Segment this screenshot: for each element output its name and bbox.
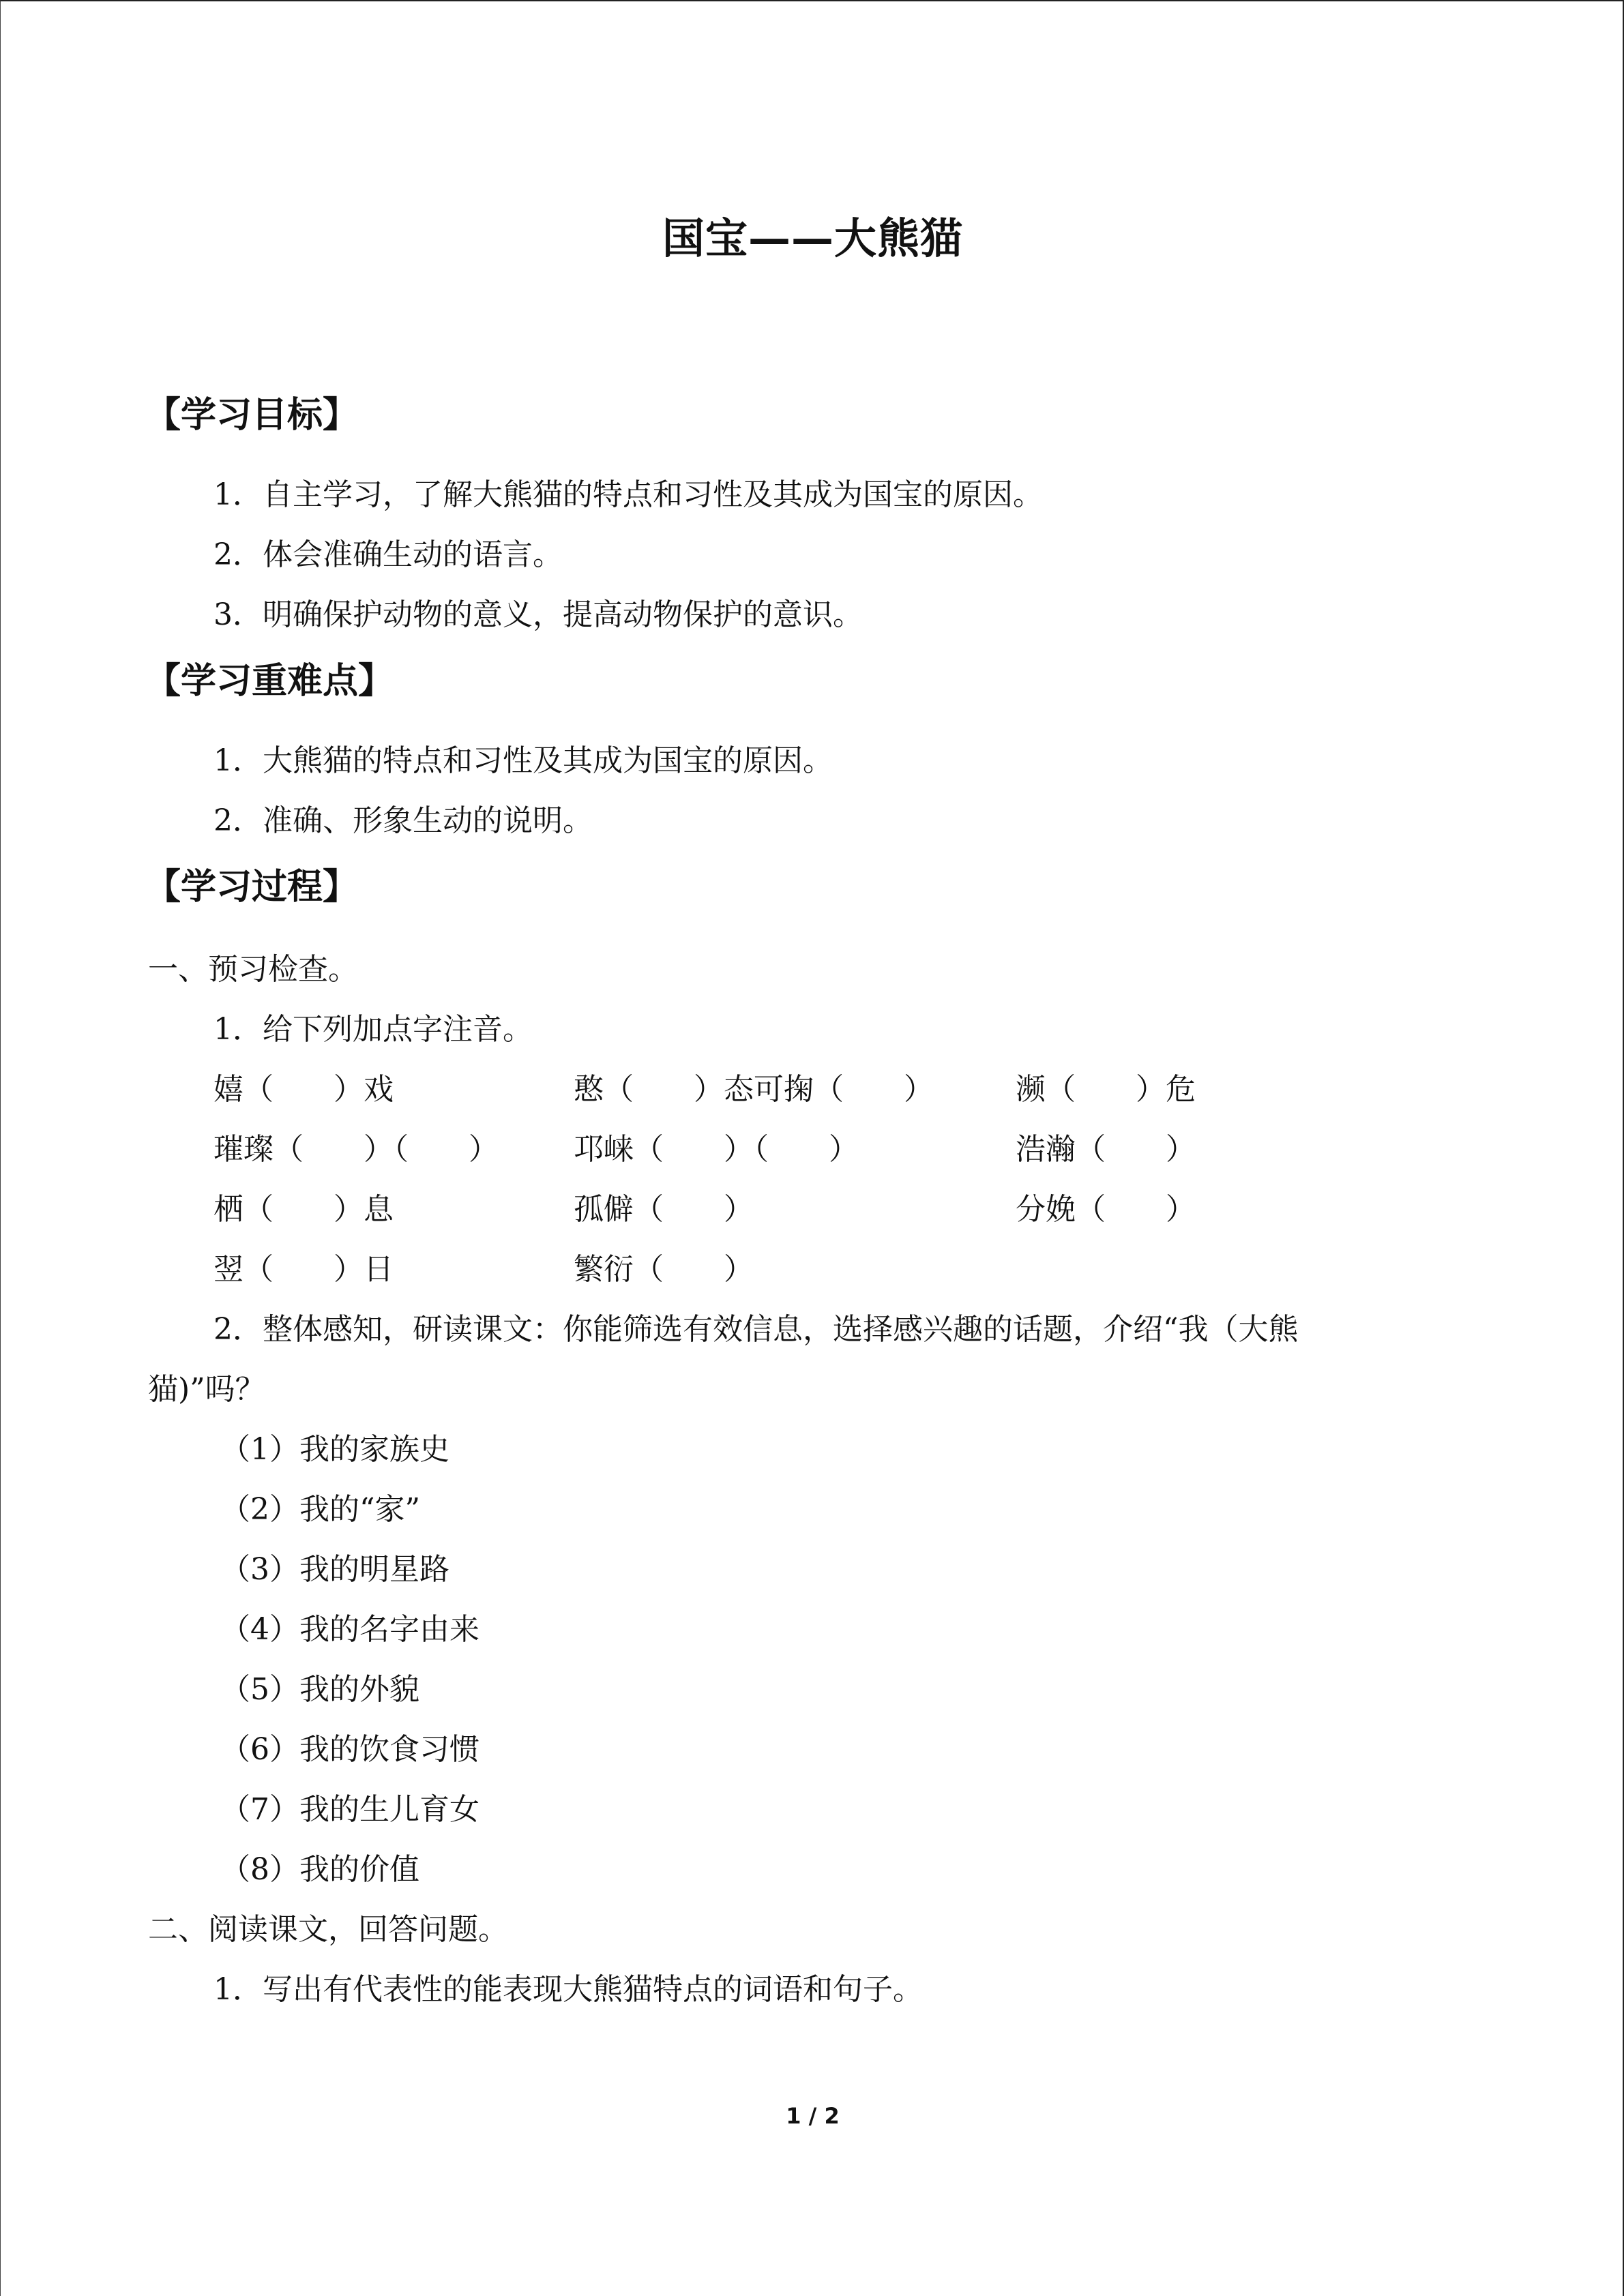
part2-question-1: 1．写出有代表性的能表现大熊猫特点的词语和句子。 (213, 1972, 923, 2007)
page-number: 1 / 2 (786, 2103, 840, 2129)
pinyin-item: 分娩（ ） (1016, 1192, 1196, 1227)
pinyin-item: 邛崃（ ）（ ） (574, 1132, 859, 1167)
goal-item-1: 1．自主学习，了解大熊猫的特点和习性及其成为国宝的原因。 (213, 477, 1043, 512)
pinyin-item: 璀璨（ ）（ ） (213, 1132, 499, 1167)
topic-item: （5）我的外貌 (220, 1672, 419, 1707)
pinyin-item: 栖（ ）息 (213, 1192, 394, 1227)
goal-item-3: 3．明确保护动物的意义，提高动物保护的意识。 (213, 597, 863, 632)
pinyin-item: 憨（ ）态可掬（ ） (574, 1072, 934, 1107)
topic-item: （8）我的价值 (220, 1852, 419, 1887)
document-title: 国宝——大熊猫 (662, 213, 963, 263)
part1-question-2-line-1: 2．整体感知，研读课文：你能筛选有效信息，选择感兴趣的话题，介绍“我（大熊 (213, 1312, 1299, 1347)
topic-item: （7）我的生儿育女 (220, 1792, 479, 1827)
key-point-item-1: 1．大熊猫的特点和习性及其成为国宝的原因。 (213, 743, 833, 778)
section-heading-process: 【学习过程】 (145, 867, 359, 908)
section-heading-key-points: 【学习重难点】 (145, 661, 394, 702)
pinyin-item: 翌（ ）日 (213, 1252, 394, 1287)
topic-item: （4）我的名字由来 (220, 1612, 479, 1647)
pinyin-item: 繁衍（ ） (574, 1252, 754, 1287)
topic-item: （1）我的家族史 (220, 1432, 449, 1467)
section-heading-goals: 【学习目标】 (145, 395, 359, 436)
topic-item: （3）我的明星路 (220, 1552, 449, 1587)
topic-item: （6）我的饮食习惯 (220, 1732, 479, 1767)
key-point-item-2: 2．准确、形象生动的说明。 (213, 803, 593, 838)
part2-label: 二、阅读课文，回答问题。 (148, 1912, 508, 1947)
pinyin-item: 嬉（ ）戏 (213, 1072, 394, 1107)
part1-question-2-line-2: 猫)”吗？ (148, 1372, 265, 1407)
pinyin-item: 孤僻（ ） (574, 1192, 754, 1227)
topic-item: （2）我的“家” (220, 1492, 420, 1527)
part1-question-1: 1．给下列加点字注音。 (213, 1012, 533, 1047)
pinyin-item: 浩瀚（ ） (1016, 1132, 1196, 1167)
pinyin-item: 濒（ ）危 (1016, 1072, 1196, 1107)
goal-item-2: 2．体会准确生动的语言。 (213, 537, 563, 572)
part1-label: 一、预习检查。 (148, 952, 358, 987)
